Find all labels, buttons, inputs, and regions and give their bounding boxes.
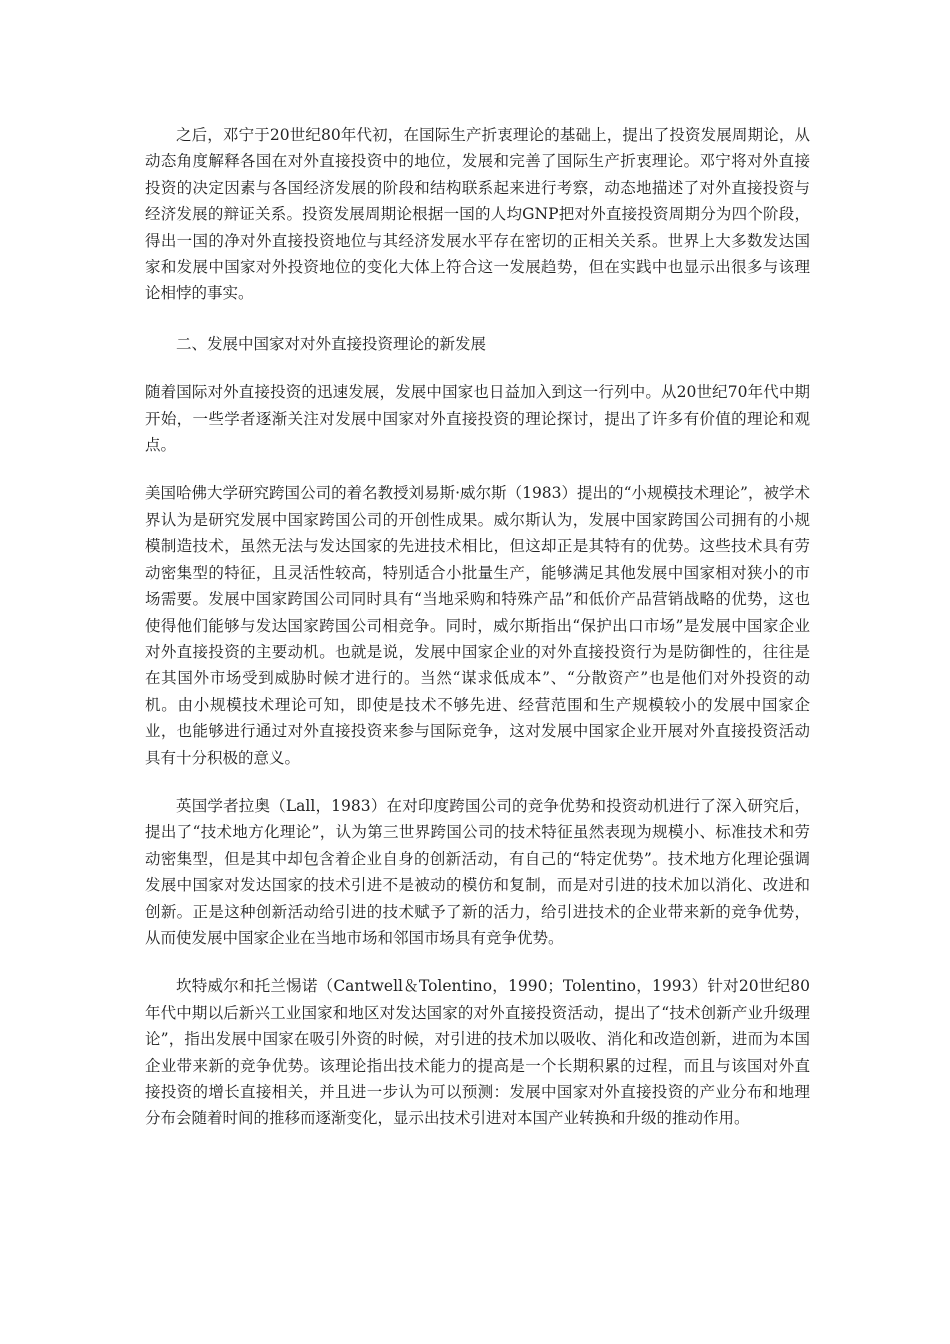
- document-body: [145, 122, 810, 1132]
- paragraph-investment-development-cycle: 之后，邓宁于20世纪80年代初，在国际生产折衷理论的基础上，提出了投资发展周期论，从动态角度解释各国在对外直接投资中的地位，发展和完善了国际生产折衷理论。邓宁将对外直接投资的决定因素与各国经济发展的阶段和结构联系起来进行考察，动态地描述了对外直接投资与经济发展的辩证关系。投资发展周期论根据一国的人均GNP把对外直接投资周期分为四个阶段，得出一国的净对外直接投资地位与其经济发展水平存在密切的正相关关系。世界上大多数发达国家和发展中国家对外投资地位的变化大体上符合这一发展趋势，但在实践中也显示出很多与该理论相悖的事实。: [145, 126, 810, 303]
- paragraph-introduction: 随着国际对外直接投资的迅速发展，发展中国家也日益加入到这一行列中。从20世纪70年代中期开始，一些学者逐渐关注对发展中国家对外直接投资的理论探讨，提出了许多有价值的理论和观点。: [145, 383, 810, 455]
- paragraph-small-scale-technology: 美国哈佛大学研究跨国公司的着名教授刘易斯·威尔斯（1983）提出的“小规模技术理论”，被学术界认为是研究发展中国家跨国公司的开创性成果。威尔斯认为，发展中国家跨国公司拥有的小规模制造技术，虽然无法与发达国家的先进技术相比，但这却正是其特有的优势。这些技术具有劳动密集型的特征，且灵活性较高，特别适合小批量生产，能够满足其他发展中国家相对狭小的市场需要。发展中国家跨国公司同时具有“当地采购和特殊产品”和低价产品营销战略的优势，这也使得他们能够与发达国家跨国公司相竞争。同时，威尔斯指出“保护出口市场”是发展中国家企业对外直接投资的主要动机。也就是说，发展中国家企业的对外直接投资行为是防御性的，往往是在其国外市场受到威胁时候才进行的。当然“谋求低成本”、“分散资产”也是他们对外投资的动机。由小规模技术理论可知，即使是技术不够先进、经营范围和生产规模较小的发展中国家企业，也能够进行通过对外直接投资来参与国际竞争，这对发展中国家企业开展对外直接投资活动具有十分积极的意义。: [145, 484, 810, 767]
- paragraph-technology-localization: 英国学者拉奥（Lall，1983）在对印度跨国公司的竞争优势和投资动机进行了深入研究后，提出了“技术地方化理论”，认为第三世界跨国公司的技术特征虽然表现为规模小、标准技术和劳动密集型，但是其中却包含着企业自身的创新活动，有自己的“特定优势”。技术地方化理论强调发展中国家对发达国家的技术引进不是被动的模仿和复制，而是对引进的技术加以消化、改进和创新。正是这种创新活动给引进的技术赋予了新的活力，给引进技术的企业带来新的竞争优势，从而使发展中国家企业在当地市场和邻国市场具有竞争优势。: [145, 796, 810, 947]
- section-heading: 二、发展中国家对对外直接投资理论的新发展: [176, 334, 487, 353]
- paragraph-technology-innovation-upgrade: 坎特威尔和托兰惕诺（Cantwell＆Tolentino，1990；Tolentino，1993）针对20世纪80年代中期以后新兴工业国家和地区对发达国家的对外直接投资活动，提出了“技术创新产业升级理论”，指出发展中国家在吸引外资的时候，对引进的技术加以吸收、消化和改造创新，进而为本国企业带来新的竞争优势。该理论指出技术能力的提高是一个长期积累的过程，而且与该国对外直接投资的增长直接相关，并且进一步认为可以预测：发展中国家对外直接投资的产业分布和地理分布会随着时间的推移而逐渐变化，显示出技术引进对本国产业转换和升级的推动作用。: [145, 977, 810, 1128]
